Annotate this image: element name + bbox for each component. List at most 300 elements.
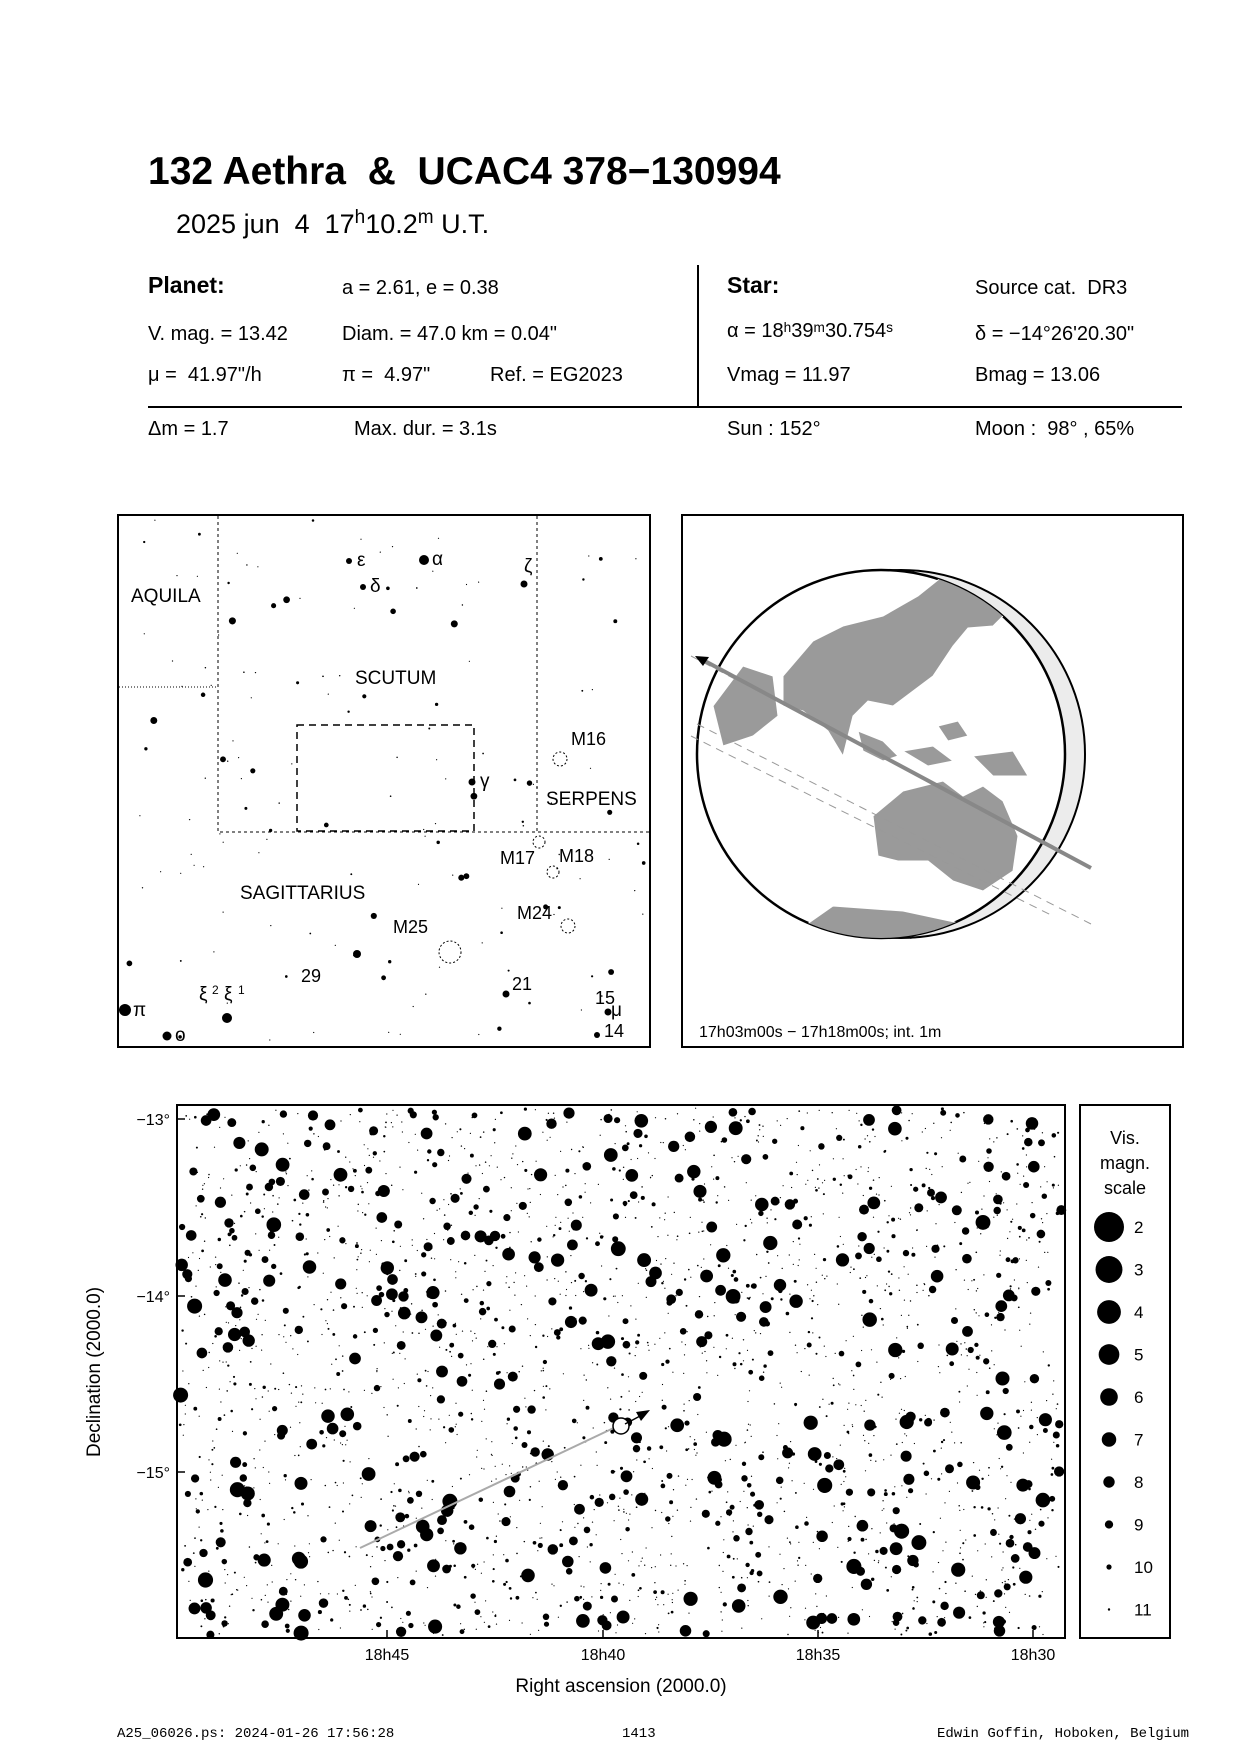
background-star (747, 1350, 748, 1351)
background-star (328, 694, 329, 695)
background-star (955, 1269, 956, 1270)
background-star (486, 1281, 491, 1286)
background-star (456, 1424, 457, 1425)
background-star (495, 1247, 497, 1249)
background-star (367, 1182, 368, 1183)
background-star (743, 1239, 745, 1241)
background-star (453, 1565, 456, 1568)
background-star (691, 1479, 692, 1480)
background-star (300, 1596, 301, 1597)
scale-magnitude-label: 4 (1134, 1303, 1144, 1322)
background-star (290, 1335, 291, 1336)
greek-star-label: ξ (199, 984, 208, 1005)
background-star (240, 1165, 241, 1166)
background-star (232, 1431, 233, 1432)
background-star (623, 1318, 629, 1324)
background-star (693, 1185, 706, 1198)
scale-magnitude-label: 5 (1134, 1345, 1144, 1365)
background-star (285, 1171, 286, 1172)
background-star (263, 1467, 264, 1468)
background-star (200, 1625, 202, 1627)
background-star (491, 1441, 492, 1442)
background-star (270, 925, 271, 926)
footer-page-number: 1413 (622, 1726, 656, 1742)
background-star (283, 1133, 284, 1134)
background-star (303, 1260, 317, 1274)
background-star (394, 1483, 395, 1484)
background-star (729, 1108, 738, 1117)
background-star (421, 1252, 426, 1257)
background-star (524, 1541, 525, 1542)
background-star (865, 1400, 866, 1401)
background-star (255, 1467, 256, 1468)
background-star (345, 1186, 347, 1188)
background-star (641, 1561, 642, 1562)
background-star (789, 1294, 802, 1307)
background-star (734, 1277, 739, 1282)
background-star (728, 1268, 729, 1269)
background-star (294, 1626, 309, 1641)
background-star (979, 1355, 980, 1356)
background-star (812, 1332, 813, 1333)
background-star (399, 1166, 400, 1167)
background-star (722, 1137, 728, 1143)
background-star (190, 1600, 191, 1601)
background-star (427, 1587, 428, 1588)
background-star (958, 1505, 960, 1507)
background-star (787, 1634, 788, 1635)
background-star (436, 1366, 448, 1378)
background-star (642, 1557, 643, 1558)
background-star (891, 1234, 895, 1238)
background-star (283, 1372, 285, 1374)
background-star (297, 1113, 298, 1114)
background-star (883, 1324, 884, 1325)
background-star (586, 1237, 588, 1239)
background-star (846, 1340, 847, 1341)
background-star (246, 564, 247, 565)
background-star (941, 1137, 942, 1138)
background-star (963, 1509, 964, 1510)
background-star (1040, 1186, 1041, 1187)
background-star (629, 1514, 630, 1515)
background-star (215, 1264, 216, 1265)
background-star (583, 1586, 584, 1587)
background-star (327, 1323, 328, 1324)
background-star (749, 1390, 750, 1391)
background-star (780, 1197, 781, 1198)
background-star (554, 1278, 555, 1279)
background-star (623, 1489, 629, 1495)
background-star (725, 1460, 726, 1461)
background-star (183, 1435, 184, 1436)
background-star (1053, 1442, 1054, 1443)
background-star (485, 1600, 486, 1601)
background-star (651, 1527, 652, 1528)
background-star (472, 1340, 473, 1341)
background-star (355, 1175, 356, 1176)
background-star (514, 779, 517, 782)
background-star (400, 1314, 401, 1315)
background-star (1005, 1607, 1006, 1608)
background-star (276, 1158, 290, 1172)
background-star (981, 1506, 984, 1509)
greek-star-label: π (133, 1000, 147, 1021)
background-star (755, 1198, 769, 1212)
background-star (219, 1127, 220, 1128)
background-star (522, 1622, 523, 1623)
background-star (608, 1315, 609, 1316)
background-star (964, 1280, 965, 1281)
background-star (862, 1609, 863, 1610)
background-star (914, 1203, 923, 1212)
background-star (789, 1172, 793, 1176)
background-star (908, 1274, 909, 1275)
background-star (466, 1364, 467, 1365)
background-star (460, 1478, 462, 1480)
background-star (747, 1429, 749, 1431)
background-star (880, 1308, 881, 1309)
background-star (365, 1520, 377, 1532)
background-star (412, 1245, 413, 1246)
background-star (892, 1565, 901, 1574)
background-star (940, 1602, 948, 1610)
background-star (583, 1599, 584, 1600)
background-star (949, 1361, 954, 1366)
background-star (381, 1261, 394, 1274)
background-star (588, 1348, 589, 1349)
background-star (1018, 1427, 1020, 1429)
background-star (660, 1142, 661, 1143)
background-star (1019, 1258, 1020, 1259)
background-star (440, 1397, 442, 1399)
background-star (337, 1150, 340, 1153)
background-star (767, 1222, 768, 1223)
background-star (1039, 1241, 1041, 1243)
background-star (675, 1565, 676, 1566)
background-star (902, 1613, 903, 1614)
background-star (749, 1297, 750, 1298)
background-star (890, 1542, 903, 1555)
background-star (261, 1350, 262, 1351)
background-star (212, 1440, 213, 1441)
background-star (889, 1292, 892, 1295)
background-star (687, 1565, 688, 1566)
background-star (324, 1239, 325, 1240)
background-star (726, 1245, 727, 1246)
background-star (397, 1341, 406, 1350)
background-star (215, 1256, 216, 1257)
background-star (665, 1359, 669, 1363)
background-star (898, 1218, 899, 1219)
background-star (1004, 1413, 1006, 1415)
background-star (238, 757, 239, 758)
background-star (364, 1144, 365, 1145)
background-star (191, 1474, 199, 1482)
background-star (232, 740, 233, 741)
background-star (950, 1122, 952, 1124)
background-star (173, 1388, 188, 1403)
background-star (262, 1299, 265, 1302)
background-star (987, 1417, 989, 1419)
background-star (184, 1545, 186, 1547)
background-star (884, 1489, 887, 1492)
background-star (932, 1600, 935, 1603)
background-star (412, 1332, 414, 1334)
background-star (578, 1150, 580, 1152)
background-star (1023, 1176, 1024, 1177)
background-star (999, 1255, 1000, 1256)
background-star (614, 1520, 615, 1521)
background-star (620, 1539, 621, 1540)
background-star (280, 1110, 287, 1117)
background-star (971, 1280, 972, 1281)
background-star (804, 1416, 818, 1430)
background-star (991, 1350, 992, 1351)
background-star (673, 1489, 674, 1490)
background-star (878, 1194, 879, 1195)
background-star (224, 1569, 225, 1570)
background-star (847, 1409, 848, 1410)
background-star (338, 1184, 339, 1185)
background-star (976, 1290, 977, 1291)
background-star (160, 871, 161, 872)
background-star (671, 1553, 672, 1554)
background-star (574, 1504, 585, 1515)
background-star (263, 1194, 265, 1196)
background-star (657, 1604, 658, 1605)
background-star (243, 1499, 251, 1507)
background-star (998, 1534, 999, 1535)
background-star (347, 1440, 348, 1441)
background-star (890, 1379, 891, 1380)
background-star (452, 1540, 455, 1543)
background-star (216, 1286, 217, 1287)
background-star (835, 1353, 836, 1354)
background-star (359, 1121, 360, 1122)
background-star (239, 1319, 240, 1320)
background-star (551, 1584, 552, 1585)
moon-elongation: Moon : 98° , 65% (975, 418, 1135, 440)
background-star (506, 1423, 507, 1424)
background-star (509, 1247, 511, 1249)
background-star (1042, 1193, 1047, 1198)
dec-tick-label: −13° (136, 1112, 170, 1129)
background-star (308, 1189, 309, 1190)
background-star (963, 1112, 965, 1114)
background-star (286, 1173, 287, 1174)
background-star (1042, 1591, 1043, 1592)
star-vmag: Vmag = 11.97 (727, 364, 851, 386)
background-star (748, 1605, 749, 1606)
background-star (254, 1388, 255, 1389)
background-star (664, 1288, 665, 1289)
background-star (646, 1547, 647, 1548)
background-star (392, 1126, 393, 1127)
background-star (210, 1266, 211, 1267)
background-star (677, 1113, 678, 1114)
background-star (408, 1623, 413, 1628)
background-star (1008, 1515, 1010, 1517)
background-star (313, 1133, 314, 1134)
background-star (272, 1581, 273, 1582)
background-star (892, 1492, 896, 1496)
background-star (377, 1368, 378, 1369)
background-star (831, 1402, 834, 1405)
background-star (408, 1492, 409, 1493)
background-star (328, 1593, 329, 1594)
background-star (295, 1326, 303, 1334)
background-star (470, 1363, 471, 1364)
background-star (327, 1423, 339, 1435)
background-star (502, 1464, 503, 1465)
background-star (418, 1446, 420, 1448)
background-star (207, 1509, 208, 1510)
background-star (1040, 1509, 1042, 1511)
background-star (205, 1599, 207, 1601)
background-star (543, 1360, 547, 1364)
background-star (559, 1227, 562, 1230)
background-star (938, 1366, 939, 1367)
background-star (259, 1289, 261, 1291)
background-star (813, 1542, 814, 1543)
background-star (1010, 1285, 1012, 1287)
background-star (386, 586, 390, 590)
background-star (437, 1395, 445, 1403)
background-star (698, 1231, 699, 1232)
background-star (734, 1117, 735, 1118)
background-star (482, 1173, 483, 1174)
background-star (437, 1528, 444, 1535)
background-star (515, 1272, 516, 1273)
background-star (480, 1318, 481, 1319)
background-star (994, 1364, 995, 1365)
background-star (361, 1497, 362, 1498)
background-star (538, 1543, 543, 1548)
background-star (196, 1508, 197, 1509)
background-star (997, 1215, 998, 1216)
background-star (1053, 1187, 1054, 1188)
background-star (745, 1563, 749, 1567)
background-star (1029, 1547, 1041, 1559)
background-star (952, 1205, 962, 1215)
background-star (675, 1295, 676, 1296)
background-star (338, 1195, 339, 1196)
background-star (751, 1569, 755, 1573)
background-star (565, 1316, 577, 1328)
background-star (618, 1506, 619, 1507)
background-star (245, 1499, 247, 1501)
background-star (900, 1634, 902, 1636)
background-star (565, 1295, 566, 1296)
background-star (1028, 1237, 1030, 1239)
background-star (895, 1629, 896, 1630)
background-star (959, 1510, 960, 1511)
background-star (626, 1513, 627, 1514)
background-star (432, 1387, 433, 1388)
background-star (878, 1562, 879, 1563)
background-star (652, 1202, 656, 1206)
background-star (943, 1415, 944, 1416)
background-star (883, 1459, 884, 1460)
background-star (185, 1405, 186, 1406)
background-star (759, 1124, 761, 1126)
background-star (840, 1236, 841, 1237)
background-star (863, 1114, 875, 1126)
background-star (869, 1616, 870, 1617)
background-star (1015, 1544, 1017, 1546)
background-star (319, 1598, 328, 1607)
background-star (470, 1330, 471, 1331)
background-star (833, 1378, 834, 1379)
background-star (823, 1258, 826, 1261)
background-star (885, 1567, 887, 1569)
background-star (760, 1277, 762, 1279)
background-star (424, 1410, 425, 1411)
background-star (901, 1409, 902, 1410)
background-star (199, 1527, 200, 1528)
background-star (1038, 1267, 1039, 1268)
background-star (522, 1161, 523, 1162)
background-star (547, 1140, 548, 1141)
background-star (635, 1217, 637, 1219)
background-star (540, 1523, 541, 1524)
background-star (749, 1541, 753, 1545)
background-star (1006, 1444, 1013, 1451)
background-star (841, 1561, 843, 1563)
background-star (747, 1297, 749, 1299)
background-star (750, 1424, 751, 1425)
background-star (958, 1391, 960, 1393)
background-star (655, 1117, 656, 1118)
background-star (387, 1544, 394, 1551)
background-star (358, 1204, 359, 1205)
background-star (294, 1554, 308, 1568)
background-star (1051, 1509, 1053, 1511)
background-star (708, 1491, 711, 1494)
background-star (442, 1634, 444, 1636)
background-star (324, 1149, 326, 1151)
background-star (745, 1225, 747, 1227)
background-star (877, 1231, 879, 1233)
background-star (848, 1541, 849, 1542)
background-star (572, 1419, 577, 1424)
background-star (548, 1544, 559, 1555)
background-star (774, 1403, 776, 1405)
background-star (946, 1355, 948, 1357)
background-star (977, 1288, 978, 1289)
background-star (625, 1169, 638, 1182)
messier-object-marker (533, 836, 545, 848)
background-star (577, 1523, 578, 1524)
background-star (206, 1610, 216, 1620)
background-star (672, 1599, 673, 1600)
background-star (668, 1141, 679, 1152)
background-star (568, 1218, 569, 1219)
background-star (229, 617, 236, 624)
background-star (278, 802, 279, 803)
background-star (987, 1507, 990, 1510)
background-star (313, 1032, 314, 1033)
background-star (518, 1371, 519, 1372)
event-datetime (176, 207, 489, 240)
background-star (769, 1596, 770, 1597)
background-star (961, 1192, 962, 1193)
background-star (257, 566, 258, 567)
background-star (912, 1586, 915, 1589)
background-star (714, 1315, 715, 1316)
background-star (200, 1539, 202, 1541)
